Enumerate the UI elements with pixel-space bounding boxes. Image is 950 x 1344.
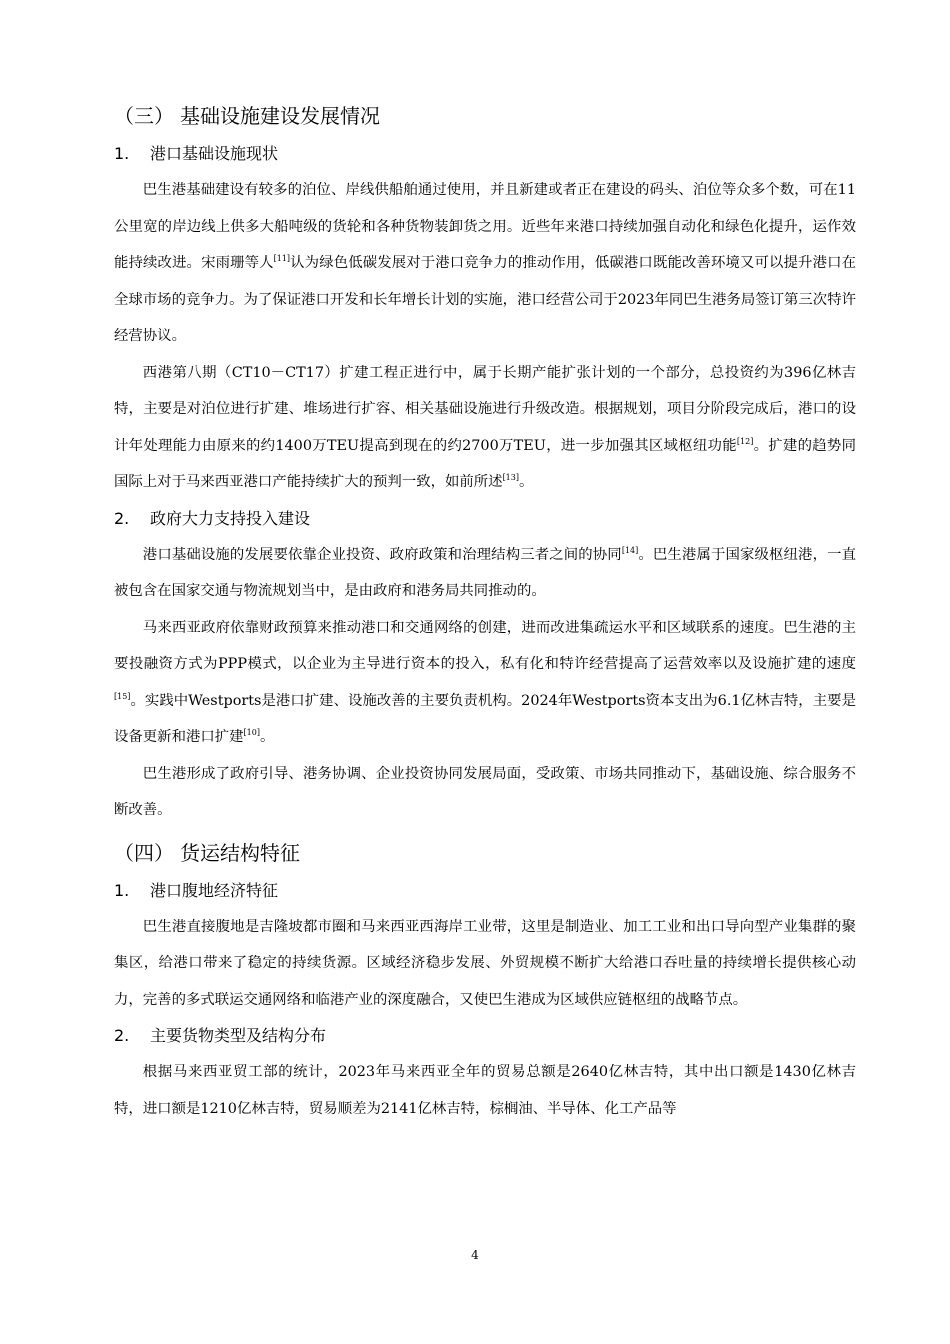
- section-title: 货运结构特征: [180, 840, 300, 865]
- subsection-heading: [114, 505, 856, 533]
- subsection-heading: [114, 140, 856, 168]
- body-paragraph: [114, 355, 856, 501]
- text-run: 。: [518, 474, 534, 490]
- text-run: 西港第八期（CT10－CT17）扩建工程正进行中，属于长期产能扩张计划的一个部分，总投资约为396亿林吉特，主要是对泊位进行扩建、堆场进行扩容、相关基础设施进行升级改造。根据规划，项目分阶段完成后，港口的设计年处理能力由原来的约1400万TEU提高到现在的约2700万TEU，进一步加强其区域枢纽功能: [114, 364, 856, 454]
- text-run: 巴生港形成了政府引导、港务协调、企业投资协同发展局面，受政策、市场共同推动下，基础设施、综合服务不断改善。: [114, 765, 856, 818]
- subsection-number: 2.: [114, 1026, 130, 1045]
- citation-ref: [13]: [502, 473, 519, 482]
- text-run: 认为绿色低碳发展对于港口竞争力的推动作用，低碳港口既能改善环境又可以提升港口在全球市场的竞争力。为了保证港口开发和长年增长计划的实施，港口经营公司于2023年同巴生港务局签订第三次特许经营协议。: [114, 255, 856, 344]
- subsection-title: 港口基础设施现状: [150, 144, 279, 163]
- subsection-number: 2.: [114, 508, 130, 528]
- citation-ref: [14]: [621, 545, 639, 555]
- section-spacer: [114, 1127, 856, 1133]
- subsection-title: 主要货物类型及结构分布: [150, 1026, 327, 1045]
- text-run: 。: [259, 729, 275, 745]
- page-number: 4: [471, 1248, 479, 1262]
- subsection-heading: [114, 1022, 856, 1050]
- body-paragraph: [114, 172, 856, 355]
- subsection-title: 港口腹地经济特征: [150, 880, 279, 900]
- citation-ref: [10]: [243, 728, 260, 737]
- section-number: （三）: [114, 104, 174, 128]
- body-paragraph: [114, 756, 856, 829]
- text-run: 。巴生港属于国家级枢纽港，一直被包含在国家交通与物流规划当中，是由政府和港务局共同推动的。: [114, 546, 856, 599]
- text-run: 马来西亚政府依靠财政预算来推动港口和交通网络的创建，进而改进集疏运水平和区域联系的速度。巴生港的主要投融资方式为PPP模式，以企业为主导进行资本的投入，私有化和特许经营提高了运营效率以及设施扩建的速度: [114, 619, 856, 672]
- section-heading: [114, 98, 856, 134]
- citation-ref: [11]: [273, 254, 291, 263]
- text-run: 巴生港直接腹地是吉隆坡都市圈和马来西亚西海岸工业带，这里是制造业、加工工业和出口导向型产业集群的聚集区，给港口带来了稳定的持续货源。区域经济稳步发展、外贸规模不断扩大给港口吞吐量的持续增长提供核心动力，完善的多式联运交通网络和临港产业的深度融合，又使巴生港成为区域供应链枢纽的战略节点。: [114, 918, 856, 1008]
- subsection-number: 1.: [114, 880, 130, 900]
- body-paragraph: [114, 1054, 856, 1127]
- section-title: 基础设施建设发展情况: [180, 104, 380, 128]
- section-number: （四）: [114, 840, 174, 865]
- citation-ref: [15]: [114, 691, 131, 701]
- section-heading: [114, 835, 856, 871]
- citation-ref: [12]: [736, 436, 754, 446]
- subsection-number: 1.: [114, 144, 130, 163]
- body-paragraph: [114, 610, 856, 756]
- subsection-heading: [114, 877, 856, 905]
- text-run: 。实践中Westports是港口扩建、设施改善的主要负责机构。2024年Westports资本支出为6.1亿林吉特，主要是设备更新和港口扩建: [114, 692, 856, 745]
- body-paragraph: [114, 537, 856, 610]
- body-paragraph: [114, 909, 856, 1019]
- subsection-title: 政府大力支持投入建设: [150, 508, 311, 528]
- text-run: 港口基础设施的发展要依靠企业投资、政府政策和治理结构三者之间的协同: [142, 546, 622, 563]
- text-run: 根据马来西亚贸工部的统计，2023年马来西亚全年的贸易总额是2640亿林吉特，其中出口额是1430亿林吉特，进口额是1210亿林吉特，贸易顺差为2141亿林吉特，棕榈油、半导体、化工产品等: [114, 1064, 856, 1117]
- text-run: 巴生港基础建设有较多的泊位、岸线供船舶通过使用，并且新建或者正在建设的码头、泊位等众多个数，可在11公里宽的岸边线上供多大船吨级的货轮和各种货物装卸货之用。近些年来港口持续加强自动化和绿色化提升，运作效能持续改进。宋雨珊等人: [114, 182, 856, 271]
- text-run: 。扩建的趋势同国际上对于马来西亚港口产能持续扩大的预判一致，如前所述: [114, 437, 856, 490]
